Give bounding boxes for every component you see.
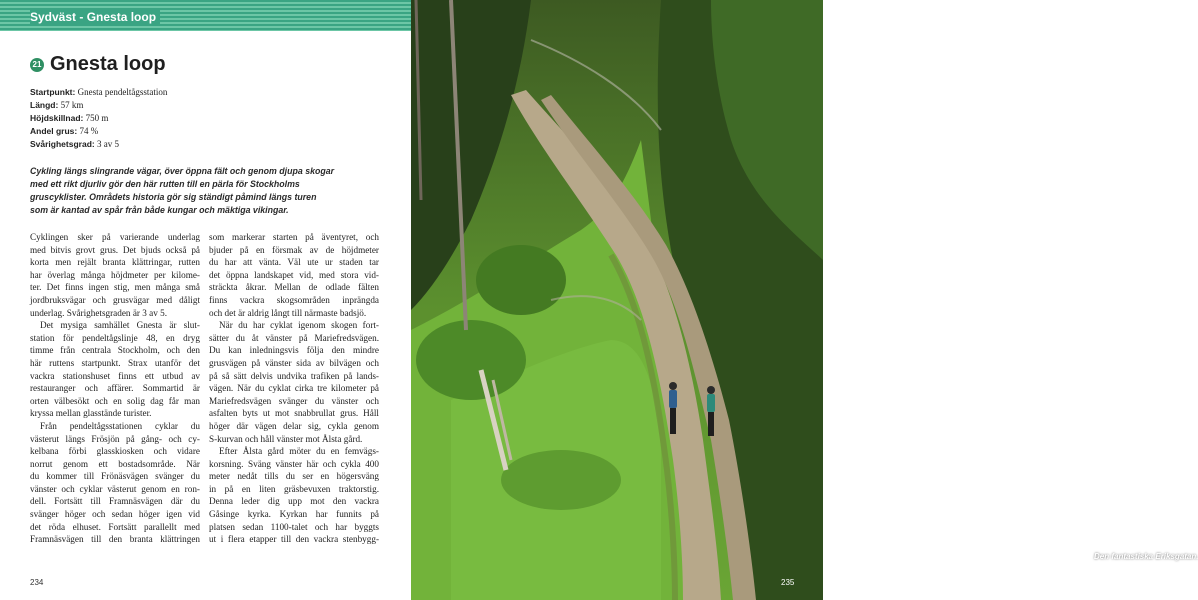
route-title: Gnesta loop	[50, 53, 166, 75]
fact-gravel-share: Andel grus: 74 %	[30, 126, 99, 136]
left-page	[0, 0, 411, 600]
body-line: S-kurvan och håll vänster mot Ålsta gård.	[209, 433, 363, 444]
forest-road-photo	[411, 0, 1198, 600]
body-line: vackra stationshuset finns ett utbud av	[30, 370, 200, 381]
body-line: restauranger och affärer. Sommartid är	[30, 383, 200, 394]
fact-length: Längd: 57 km	[30, 100, 84, 110]
section-label: Sydväst - Gnesta loop	[30, 10, 160, 25]
intro-line: gruscyklister. Områdets historia gör sig ständigt påmind längs turen	[30, 192, 317, 202]
body-line: asfalten byts ut mot snabbrullat grus. Håll	[209, 408, 379, 419]
body-line: Efter Ålsta gård möter du en femvägs-	[219, 446, 379, 457]
page-number-right: 235	[781, 578, 795, 587]
body-line: höger där vägen delar sig, cykla genom	[209, 420, 379, 431]
body-line: bjuder på en försmak av de höjdmeter	[209, 244, 379, 255]
fact-start: Startpunkt: Gnesta pendeltågsstation	[30, 87, 168, 97]
body-line: som markerar starten på äventyret, och	[209, 232, 379, 242]
body-line: finns vackra skogsområden inprängda	[209, 294, 379, 305]
intro-line: med ett rikt djurliv gör den här rutten till en pärla för Stockholms	[30, 179, 300, 189]
body-line: dell. Fortsätt till Framnäsvägen där du	[30, 496, 200, 507]
body-line: det röda elhuset. Fortsätt parallellt med	[30, 521, 200, 532]
body-line: När du har cyklat igenom skogen fort-	[219, 320, 379, 331]
fact-difficulty: Svårighetsgrad: 3 av 5	[30, 139, 119, 149]
body-line: svänger höger och sedan höger igen vid	[30, 509, 200, 520]
body-line: orten välbesökt och en solig dag får man	[30, 395, 200, 406]
body-line: du har att vänta. Väl ute ur staden tar	[209, 257, 379, 268]
body-line: norrut genom ett bostadsområde. När	[30, 458, 200, 469]
body-line: Denna leder dig upp mot den vackra	[209, 496, 379, 507]
body-line: ut i flera etapper till den vackra stenbygg-	[209, 534, 379, 545]
body-line: korta men rejält branta klättringar, rutten	[30, 257, 200, 268]
route-number-badge: 21	[30, 58, 44, 72]
body-line: Det mysiga samhället Gnesta är slut-	[40, 320, 200, 331]
body-line: och det är aldrig långt till närmaste badsjö.	[209, 307, 367, 318]
photo-caption: Den fantastiska Eriksgatan.	[1094, 552, 1198, 561]
fact-elevation: Höjdskillnad: 750 m	[30, 113, 109, 123]
intro-paragraph	[30, 165, 370, 217]
body-column-right	[209, 231, 379, 546]
body-line: det öppna landskapet vid, med stora vid-	[209, 269, 379, 280]
body-line: in på en liten gräsbevuxen traktorstig.	[209, 483, 379, 494]
body-line: station för pendeltågslinje 48, en dryg	[30, 332, 200, 343]
body-column-left	[30, 231, 200, 546]
body-line: platsen sedan 1100-talet och har byggts	[209, 521, 379, 532]
body-line: vänster och cyklar västerut genom en ron-	[30, 483, 200, 494]
body-line: Från pendeltågsstationen cyklar du	[40, 420, 200, 431]
photo-illustration	[411, 0, 823, 600]
body-line: sträckta åkrar. Mellan de odlade fälten	[209, 282, 379, 293]
body-line: sätter du åt vänster på Mariefredsvägen.	[209, 332, 379, 343]
page-number-left: 234	[30, 578, 44, 587]
body-line: med bitvis grovt grus. Det bjuds också på	[30, 244, 200, 255]
body-line: underlag. Svårighetsgraden är 3 av 5.	[30, 307, 168, 318]
body-line: meter nedåt tills du ser en högersväng	[209, 471, 379, 482]
body-line: Cyklingen sker på varierande underlag	[30, 232, 200, 242]
body-line: på så sätt delvis undvika trafiken på lands-	[209, 370, 379, 381]
body-line: ter. Det finns ingen stig, men många små	[30, 282, 200, 293]
body-line: vägen. När du cyklat cirka tre kilometer på	[209, 383, 379, 394]
body-line: jordbruksvägar och grusvägar med dåligt	[30, 294, 200, 305]
body-line: korsning. Sväng vänster här och cykla 400	[209, 458, 379, 469]
body-line: Gåsinge kyrka. Kyrkan har funnits på	[209, 509, 379, 520]
body-line: västerut längs Frösjön på gång- och cy-	[30, 433, 200, 444]
body-line: grusvägen på vänster sida av bilvägen och	[209, 357, 379, 368]
body-line: du kommer till Frönäsvägen svänger du	[30, 471, 200, 482]
body-line: kelbana förbi glasskiosken och vidare	[30, 446, 200, 457]
body-line: har överlag många höjdmeter per kilome-	[30, 269, 200, 280]
body-line: här ruttens startpunkt. Strax utanför det	[30, 357, 200, 368]
intro-line: Cykling längs slingrande vägar, över öppna fält och genom djupa skogar	[30, 166, 335, 176]
body-line: Framnäsvägen till den branta klättringen	[30, 534, 200, 545]
route-facts	[30, 86, 167, 151]
body-line: Mariefredsvägen svänger du vänster och	[209, 395, 379, 406]
body-line: Du kan inledningsvis följa den mindre	[209, 345, 379, 356]
body-line: kryssa mellan glasstände turister.	[30, 408, 152, 419]
intro-line: som är kantad av spår från både kungar och mäktiga vikingar.	[30, 205, 289, 215]
body-line: timme från centrala Stockholm, och den	[30, 345, 200, 356]
